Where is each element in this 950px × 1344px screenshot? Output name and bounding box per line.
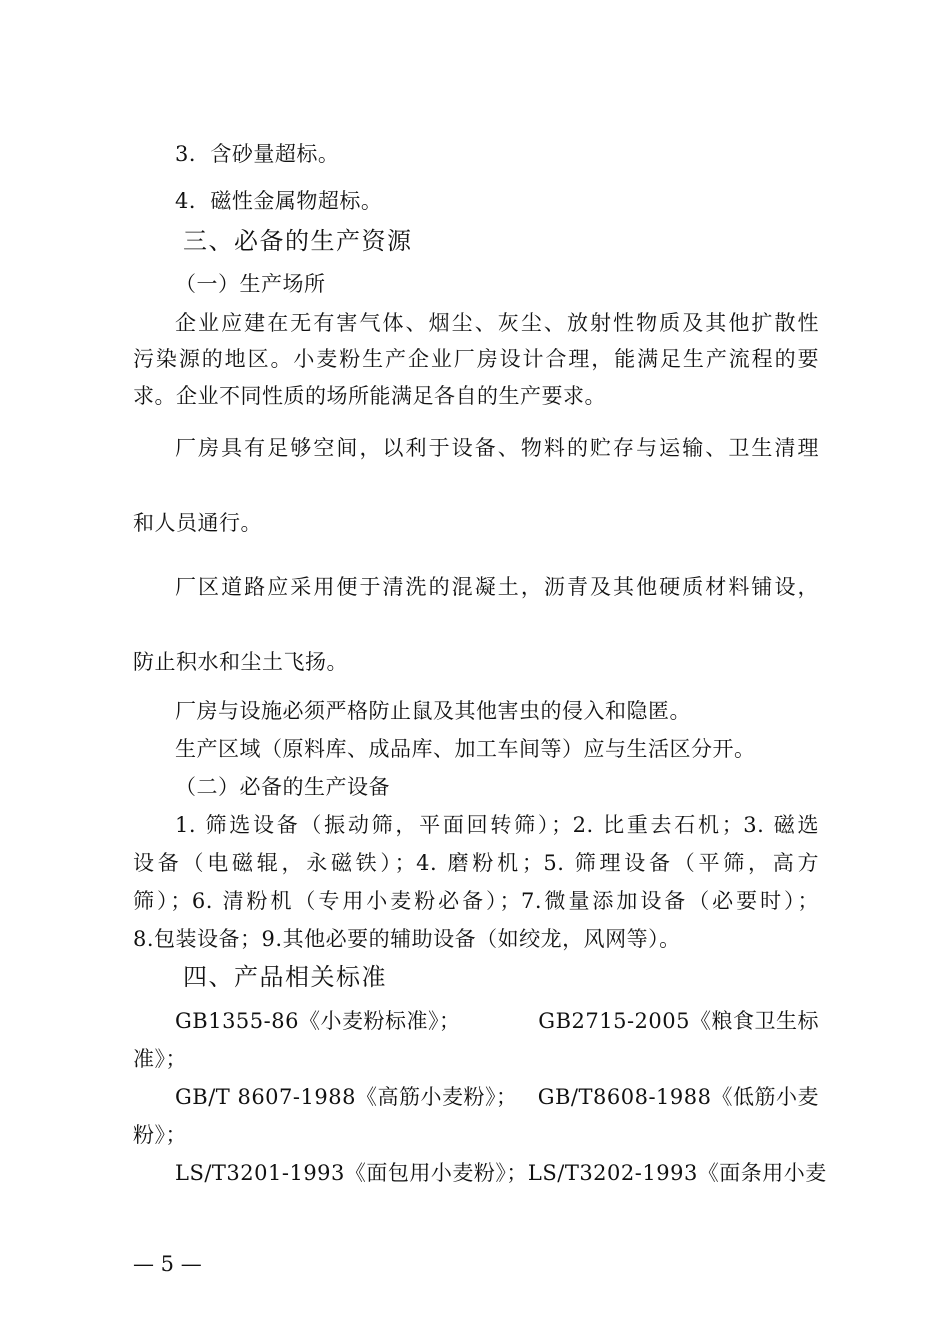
- standard-row: [175, 1159, 827, 1187]
- standard-citation: LS/T3201-1993《面包用小麦粉》；: [175, 1161, 528, 1185]
- paragraph-line: 企业应建在无有害气体、烟尘、灰尘、放射性物质及其他扩散性: [175, 311, 819, 335]
- paragraph-line: 筛）；6. 清粉机（专用小麦粉必备）；7.微量添加设备（必要时）；: [133, 889, 819, 913]
- paragraph-line: 设备（电磁辊，永磁铁）；4. 磨粉机；5. 筛理设备（平筛，高方: [133, 851, 819, 875]
- subsection-heading-2: （二）必备的生产设备: [175, 775, 390, 799]
- paragraph-line: 准》；: [133, 1047, 187, 1071]
- standard-citation: LS/T3202-1993《面条用小麦: [527, 1161, 827, 1185]
- paragraph-line: 防止积水和尘土飞扬。: [133, 650, 348, 674]
- paragraph-line: 求。企业不同性质的场所能满足各自的生产要求。: [133, 384, 606, 408]
- subsection-heading-1: （一）生产场所: [175, 272, 326, 296]
- paragraph-line: 厂房与设施必须严格防止鼠及其他害虫的侵入和隐匿。: [175, 699, 691, 723]
- page-number: — 5 —: [133, 1252, 202, 1276]
- paragraph-line: 1. 筛选设备（振动筛，平面回转筛）；2. 比重去石机；3. 磁选: [175, 813, 819, 837]
- paragraph-line: 粉》；: [133, 1123, 187, 1147]
- standard-citation: GB/T8608-1988《低筋小麦: [537, 1085, 819, 1109]
- standard-row: [175, 1007, 819, 1035]
- standard-row: [175, 1083, 819, 1111]
- section-heading-3: 三、必备的生产资源: [183, 227, 413, 255]
- paragraph-line: 厂房具有足够空间，以利于设备、物料的贮存与运输、卫生清理: [175, 436, 819, 460]
- paragraph-line: 生产区域（原料库、成品库、加工车间等）应与生活区分开。: [175, 737, 756, 761]
- standard-citation: GB1355-86《小麦粉标准》；: [175, 1009, 461, 1033]
- standard-citation: GB/T 8607-1988《高筋小麦粉》；: [175, 1085, 518, 1109]
- list-item-4: 4．磁性金属物超标。: [175, 189, 383, 213]
- section-heading-4: 四、产品相关标准: [183, 963, 387, 991]
- paragraph-line: 8.包装设备；9.其他必要的辅助设备（如绞龙，风网等）。: [133, 927, 681, 951]
- paragraph-line: 污染源的地区。小麦粉生产企业厂房设计合理，能满足生产流程的要: [133, 347, 819, 371]
- paragraph-line: 厂区道路应采用便于清洗的混凝土，沥青及其他硬质材料铺设，: [175, 575, 819, 599]
- list-item-3: 3．含砂量超标。: [175, 142, 340, 166]
- paragraph-line: 和人员通行。: [133, 511, 262, 535]
- standard-citation: GB2715-2005《粮食卫生标: [538, 1009, 819, 1033]
